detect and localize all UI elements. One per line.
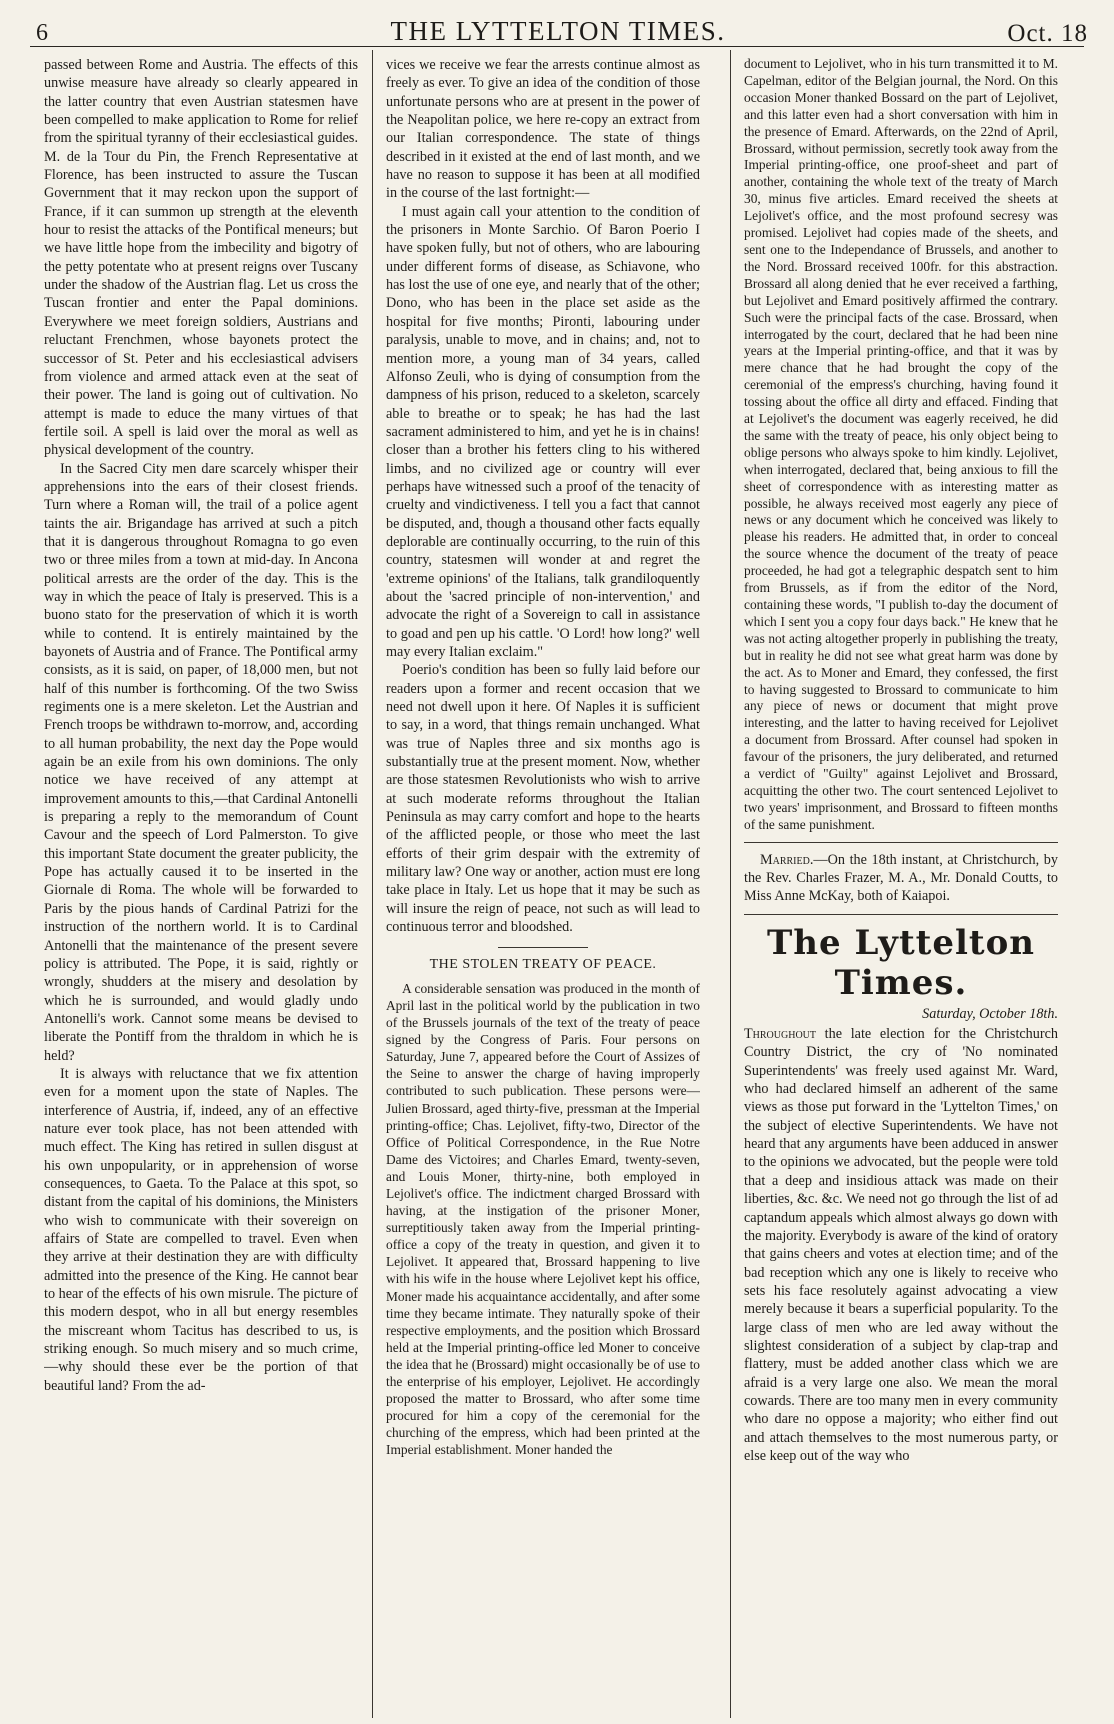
section-rule [744,842,1058,843]
article-paragraph: In the Sacred City men dare scarcely whisper their apprehensions into the ears of their closest friends. Turn where a Roman will, the trail of a police agent taints the air. Brigandage has arrived at such a pitch that it is dangerous throughout Romagna to go even two or three miles from a town at mid-day. In Ancona political arrests are the order of the day. This is the way in which the peace of Italy is preserved. This is a buono stato for the preservation of which it is worth while to contend. It is entirely maintained by the bayonets of Austria and of France. The Pontifical army consists, as it is said, on paper, of 18,000 men, but not half of this number is forthcoming. Of the two Swiss regiments one is a mere skeleton. Let the Austrian and French troops be withdrawn to-morrow, and, according to all human probability, the next day the Pope would again be an exile from his own dominions. The only notice we have received of any attempt at improvement amounts to this,—that Cardinal Antonelli is preparing a reply to the memorandum of Count Cavour and the speech of Lord Palmerston. To give this important State document the greater publicity, the Pope has actually caused it to be inserted in the Giornale di Roma. The whole will be forwarded to Paris by the pious hands of Cardinal Patrizi for the instruction of the northern world. It is to Cardinal Antonelli that the maintenance of the present severe policy is attributed. The Pope, it is said, rightly or wrongly, shudders at the misery and desolation by which he is surrounded, and would gladly undo Antonelli's work. Cannot some means be devised to liberate the Pontiff from the thraldom in which he is held? [44,460,358,1064]
article-paragraph: I must again call your attention to the condition of the prisoners in Monte Sarchio. Of Baron Poerio I have spoken fully, but not of others, who are labouring under different forms of disease, as Schiavone, who has lost the use of one eye, and nearly that of the other; Dono, who has been in the place set aside as the hospital for five months; Pironti, labouring under paralysis, unable to move, and in chains; and, not to mention more, a young man of 34 years, called Alfonso Zeuli, who is dying of consumption from the dampness of his prison, reduced to a skeleton, scarcely able to breathe or to speak; he has had the last sacrament administered to him, and yet he is in chains! closer than a brother his fetters cling to his withered limbs, and no civilized age or country will ever perhaps have witnessed such a proof of the tenacity of cruelty and vindictiveness. I tell you a fact that cannot be disputed, and, though a thousand other facts equally deplorable are continually occurring, to the ruin of this country, statesmen will wonder at and regret the 'extreme opinions' of the Italians, talk grandiloquently about the 'sacred principle of non-intervention,' and advocate the right of a Sovereign to call in assistance to goad and pen up his cattle. 'O Lord! how long?' well may every Italian exclaim." [386,203,700,660]
page-number: 6 [36,20,48,46]
article-paragraph: document to Lejolivet, who in his turn transmitted it to M. Capelman, editor of the Belgian journal, the Nord. On this occasion Moner thanked Bossard on the part of Lejolivet, and this latter even had a short conversation with him in the presence of Emard. Afterwards, on the 22nd of April, Brossard, without permission, secretly took away from the Imperial printing-office, one proof-sheet and part of another, containing the whole text of the treaty of March 30, minus five articles. Emard received the sheets at Lejolivet's office, and the most profound secresy was promised. Lejolivet had copies made of the sheets, and sent one to the Independance of Brussels, and another to the Nord. Brossard received 100fr. for this abstraction. Brossard all along denied that he ever received a farthing, but Lejolivet and Emard positively affirmed the contrary. Such were the principal facts of the case. Brossard, when interrogated by the court, declared that he had been nine years at the Imperial printing-office, and that it was by mere chance that he had brought the copy of the ceremonial of the empress's churching, having found it tossing about the office all dirty and effaced. Finding that at Lejolivet's the document was eagerly received, he did the same with the treaty of peace, his only object being to oblige persons who always spoke to him kindly. Lejolivet, when interrogated, declared that, being anxious to fill the sheet of correspondence with as interesting matter as possible, he always received most eagerly any piece of news or any document which he conceived was likely to please his readers. He admitted that, in order to conceal the source whence the document of the treaty of peace proceeded, he had got a telegraphic despatch sent to him from Brussels, as if from the editor of the Nord, containing these words, "I publish to-day the document of which I sent you a copy four days back." He knew that he was not acting altogether properly in publishing the treaty, but in reality he did not see what great harm was done by the act. As to Moner and Emard, they confessed, the first to having suggested to Brossard to communicate to him any piece of news or document that might prove interesting, and the latter to having received for Lejolivet a document from Brossard. After counsel had spoken in favour of the prisoners, the jury deliberated, and returned a verdict of "Guilty" against Lejolivet and Brossard, acquitting the other two. The court sentenced Lejolivet to two years' imprisonment, and Brossard to fifteen months of the same punishment. [744,56,1058,832]
newspaper-title: THE LYTTELTON TIMES. [390,16,726,46]
lead-word: Throughout [744,1026,816,1043]
issue-date: Oct. 18 [1007,20,1088,47]
article-paragraph: passed between Rome and Austria. The effects of this unwise measure have already so clearly appeared in the latter country that even Austrian statesmen have been compelled to make application to Rome for relief from the spiritual tyranny of their ecclesiastical guides. M. de la Tour du Pin, the French Representative at Florence, has been instructed to assure the Tuscan Government that it may reckon upon the support of France, if it can summon up strength at the eleventh hour to resist the attacks of the Pontifical meneurs; but we have little hope from the imbecility and bigotry of the petty potentate who at present reigns over Tuscany under the shadow of the Austrian flag. Let us cross the Tuscan frontier and enter the Papal dominions. Everywhere we meet foreign soldiers, Austrians and reluctant Frenchmen, whose bayonets protect the successor of St. Peter and his ecclesiastical advisers from violence and armed attack even at the seat of their power. The land is going out of cultivation. No attempt is made to educe the many virtues of that fertile soil. A spell is laid over the moral as well as physical development of the country. [44,57,358,459]
column-divider [730,50,731,1718]
article-paragraph: It is always with reluctance that we fix attention even for a moment upon the state of Naples. The interference of Austria, if, indeed, any of an effective nature ever took place, has not been attended with much effect. The King has retired in sullen disgust at his own unpopularity, or in apprehension of worse consequences, to Gaeta. To the Palace at this spot, so distant from the capital of his dominions, the Ministers who wish to communicate with their sovereign on affairs of State are compelled to travel. Even when they arrive at their destination they are with difficulty admitted into the presence of the King. He cannot bear to hear of the effects of his own misrule. The picture of this modern despot, who in all but energy resembles the miscreant whom Tacitus has described to us, is striking enough. So much misery and so much crime,—why should these ever be the portion of that beautiful land? From the ad- [44,1065,358,1394]
masthead: The Lyttelton Times. [767,922,1035,1003]
editorial-paragraph [744,1025,1058,1465]
column-1 [44,56,358,1718]
page-header [28,6,1088,46]
column-divider [372,50,373,1718]
article-paragraph: vices we receive we fear the arrests continue almost as freely as ever. To give an idea of the condition of those unfortunate persons who are at present in the power of the Neapolitan police, we here re-copy an extract from our Italian correspondence. The state of things described in it existed at the end of last month, and we have no reason to suppose it has been at all modified in the course of the last fortnight:— [386,57,700,202]
section-heading: THE STOLEN TREATY OF PEACE. [429,956,657,972]
marriage-text: —On the 18th instant, at Christchurch, by the Rev. Charles Frazer, M. A., Mr. Donald Coutts, to Miss Anne McKay, both of Kaiapoi. [744,851,1058,905]
column-3 [744,56,1058,1718]
section-rule [498,947,588,948]
article-paragraph: Poerio's condition has been so fully laid before our readers upon a former and recent occasion that we need not dwell upon it here. Of Naples it is sufficient to say, in a word, that things remain unchanged. What was true of Naples three and six months ago is substantially true at the present moment. Now, whether are those statesmen Revolutionists who wish to arrive at such moderate reforms throughout the Italian Peninsula as may carry comfort and hope to the hearts of the afflicted people, or those who meet the last efforts of their grim despair with the extremity of military law? One way or another, action must ere long take place in Italy. Let us hope that it may be such as will insure the reign of peace, not such as will lead to continuous terror and bloodshed. [386,662,700,936]
marriage-label: Married. [760,851,814,868]
section-rule [744,914,1058,915]
column-2 [386,56,700,1718]
masthead-date: Saturday, October 18th. [922,1005,1058,1022]
marriage-notice [744,851,1058,906]
editorial-text: the late election for the Christchurch Country District, the cry of 'No nominated Superintendents' was freely used against Mr. Ward, who had declared himself an adherent of the same views as those put forward in the 'Lyttelton Times,' on the subject of elective Superintendents. We have not heard that any arguments have been adduced in answer to the opinions we advocated, but the people were told that a deep and insidious attack was made on their liberties, &c. &c. We need not go through the list of ad captandum appeals which almost always go down with the majority. Everybody is aware of the kind of oratory that gains cheers and votes at election time; and of the bad reception which any one is likely to receive who sets his face resolutely against advocating a view merely because it bears a superficial popularity. To the large class of men who are led away without the slightest consideration of a subject by clap-trap and flattery, must be added another class which we are afraid is a very large one also. We mean the moral cowards. There are too many men in every community who dare no oppose a majority; who either find out and attach themselves to the most numerous party, or else keep out of the way who [744,1026,1058,1464]
header-rule [30,46,1084,47]
article-paragraph: A considerable sensation was produced in the month of April last in the political world by the publication in two of the Brussels journals of the text of the treaty of peace signed by the Congress of Paris. Four persons on Saturday, June 7, appeared before the Court of Assizes of the Seine to answer the charge of having improperly contributed to such publication. These persons were—Julien Brossard, aged thirty-five, pressman at the Imperial printing-office; Chas. Lejolivet, fifty-two, Director of the Office of Political Correspondence, in the Rue Notre Dame des Victoires; and Charles Emard, twenty-seven, and Louis Moner, thirty-nine, both employed in Lejolivet's office. The indictment charged Brossard with having, at the instigation of the prisoner Moner, surreptitiously taken away from the Imperial printing-office a copy of the treaty in question, and given it to Lejolivet. It appeared that, Brossard happening to live with his wife in the house where Lejolivet kept his office, Moner made his acquaintance accidentally, and after some time they became intimate. They naturally spoke of their respective employments, and the position which Brossard held at the Imperial printing-office led Moner to conceive the idea that he (Brossard) might occasionally be of use to the enterprise of his employer, Lejolivet. He accordingly proposed the matter to Brossard, who after some time procured for him a copy of the ceremonial for the churching of the empress, which had been printed at the Imperial establishment. Moner handed the [386,980,700,1458]
